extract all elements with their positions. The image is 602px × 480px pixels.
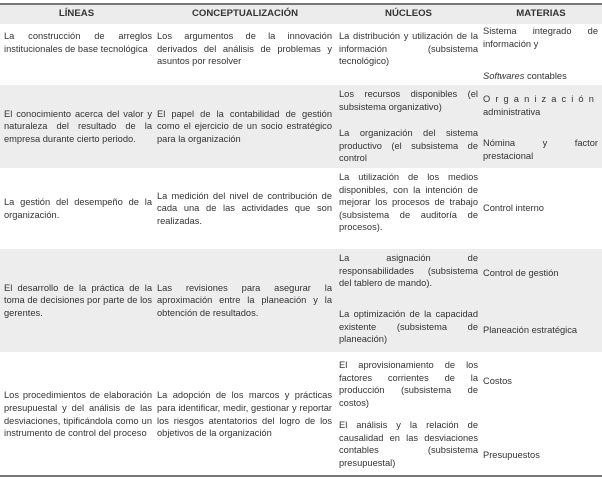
linea-cell: La construcción de arreglos institucionales de base tecnológica	[4, 31, 152, 54]
table-row	[0, 168, 602, 249]
linea-cell: La gestión del desempeño de la organización.	[4, 196, 152, 220]
materia-cell: Nómina y factor prestacional	[483, 138, 598, 161]
materia-text: administrativa	[483, 106, 541, 117]
concepto-cell: La adopción de los marcos y prácticas para identificar, medir, gestionar y reportar los riesgos atentatorios del logro de los objetivos de la organización	[157, 390, 332, 439]
curriculum-table	[0, 3, 602, 477]
materia-cell: Presupuestos	[483, 450, 540, 460]
nucleo-cell: La optimización de la capacidad existente (subsistema de planeación)	[339, 309, 478, 345]
nucleo-cell: La organización del sistema productivo (el subsistema de control	[339, 128, 478, 164]
header-nucleos: NÚCLEOS	[385, 8, 432, 19]
nucleo-cell: La distribución y utilización de la información (subsistema tecnológico)	[339, 31, 478, 67]
table-row	[0, 85, 602, 168]
linea-cell: Los procedimientos de elaboración presupuestal y del análisis de las desviaciones, tipificándola como un instrumento de control del proceso	[4, 390, 152, 439]
nucleo-cell: Los recursos disponibles (el subsistema organizativo)	[339, 89, 478, 112]
table-row	[0, 25, 602, 85]
concepto-cell: Las revisiones para asegurar la aproximación entre la planeación y la obtención de resultados.	[157, 282, 332, 318]
header-lineas: LÍNEAS	[58, 8, 95, 19]
materia-cell: Control de gestión	[483, 268, 559, 278]
materia-cell: Costos	[483, 376, 512, 386]
materia-cell	[483, 93, 598, 118]
header-materias: MATERIAS	[516, 8, 566, 19]
materia-text: Organización	[483, 94, 599, 104]
materia-cell: Planeación estratégica	[483, 325, 578, 335]
nucleo-cell: El aprovisionamiento de los factores corrientes de la producción (subsistema de costos)	[339, 360, 478, 408]
linea-cell: El conocimiento acerca del valor y naturaleza del resultado de la empresa durante cierto periodo.	[4, 108, 152, 144]
nucleo-cell: El análisis y la relación de causalidad en las desviaciones contables (subsistema presupuestal)	[339, 420, 478, 468]
materia-text: contables	[526, 71, 567, 81]
table-header	[0, 5, 602, 25]
materia-cell: Control interno	[483, 203, 544, 214]
concepto-cell: Los argumentos de la innovación derivados del análisis de problemas y asuntos por resolver	[157, 31, 332, 67]
linea-cell: El desarrollo de la práctica de la toma de decisiones por parte de los gerentes.	[4, 282, 152, 318]
materia-italic: Softwares	[483, 71, 525, 81]
concepto-cell: La medición del nivel de contribución de cada una de las actividades que son realizadas.	[157, 190, 332, 226]
nucleo-cell: La asignación de responsabilidades (subsistema del tablero de mando).	[339, 253, 478, 289]
materia-cell: Sistema integrado de información y	[483, 26, 598, 49]
table-row	[0, 352, 602, 477]
nucleo-cell: La utilización de los medios disponibles, con la intención de mejorar los procesos de trabajo (subsistema de auditoría de procesos).	[339, 172, 478, 233]
table-row	[0, 249, 602, 352]
concepto-cell: El papel de la contabilidad de gestión como el ejercicio de un socio estratégico para la organización	[157, 108, 332, 144]
header-conceptualizacion: CONCEPTUALIZACIÓN	[191, 8, 299, 19]
materia-cell	[483, 70, 598, 83]
